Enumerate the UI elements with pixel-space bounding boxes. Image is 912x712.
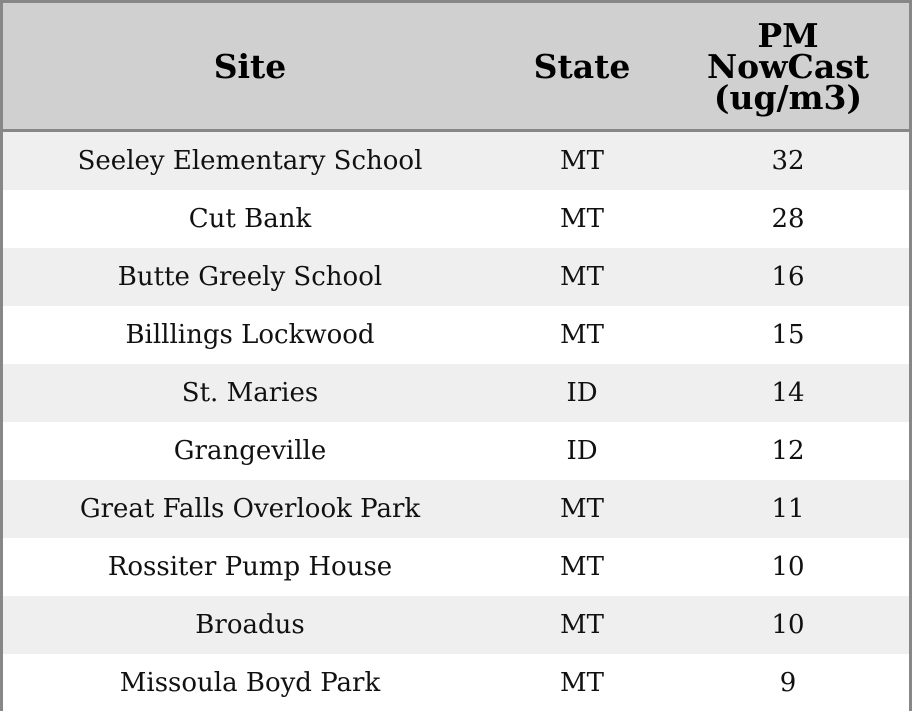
table-row [3, 248, 909, 306]
column-header-site: Site [213, 46, 287, 86]
column-header-pm-nowcast: PM NowCast (ug/m3) [706, 15, 870, 117]
table-header [3, 3, 909, 132]
table-row [3, 306, 909, 364]
column-header-state: State [533, 46, 631, 86]
cell-pm-value: 14 [771, 378, 805, 408]
cell-site: Missoula Boyd Park [119, 668, 381, 698]
table-row [3, 480, 909, 538]
cell-pm-value: 11 [771, 494, 805, 524]
table-row [3, 132, 909, 190]
table-row [3, 364, 909, 422]
cell-state: MT [560, 204, 604, 234]
cell-pm-value: 16 [771, 262, 805, 292]
cell-state: MT [560, 552, 604, 582]
table-row [3, 538, 909, 596]
cell-pm-value: 28 [771, 204, 805, 234]
cell-pm-value: 10 [771, 552, 805, 582]
cell-state: MT [560, 146, 604, 176]
cell-site: Great Falls Overlook Park [79, 494, 421, 524]
cell-site: Billlings Lockwood [125, 320, 375, 350]
cell-pm-value: 15 [771, 320, 805, 350]
cell-pm-value: 32 [771, 146, 805, 176]
cell-state: MT [560, 320, 604, 350]
table-row [3, 190, 909, 248]
cell-state: MT [560, 494, 604, 524]
cell-state: MT [560, 262, 604, 292]
cell-state: MT [560, 610, 604, 640]
table-row [3, 654, 909, 712]
cell-site: Rossiter Pump House [107, 552, 393, 582]
cell-pm-value: 10 [771, 610, 805, 640]
cell-site: Cut Bank [188, 204, 312, 234]
cell-site: Grangeville [173, 436, 327, 466]
table-body [3, 132, 909, 712]
cell-site: Broadus [195, 610, 305, 640]
cell-pm-value: 9 [779, 668, 797, 698]
cell-site: Butte Greely School [117, 262, 383, 292]
table-row [3, 596, 909, 654]
cell-site: St. Maries [181, 378, 319, 408]
table-row [3, 422, 909, 480]
cell-pm-value: 12 [771, 436, 805, 466]
cell-site: Seeley Elementary School [77, 146, 423, 176]
cell-state: ID [566, 436, 598, 466]
cell-state: ID [566, 378, 598, 408]
cell-state: MT [560, 668, 604, 698]
